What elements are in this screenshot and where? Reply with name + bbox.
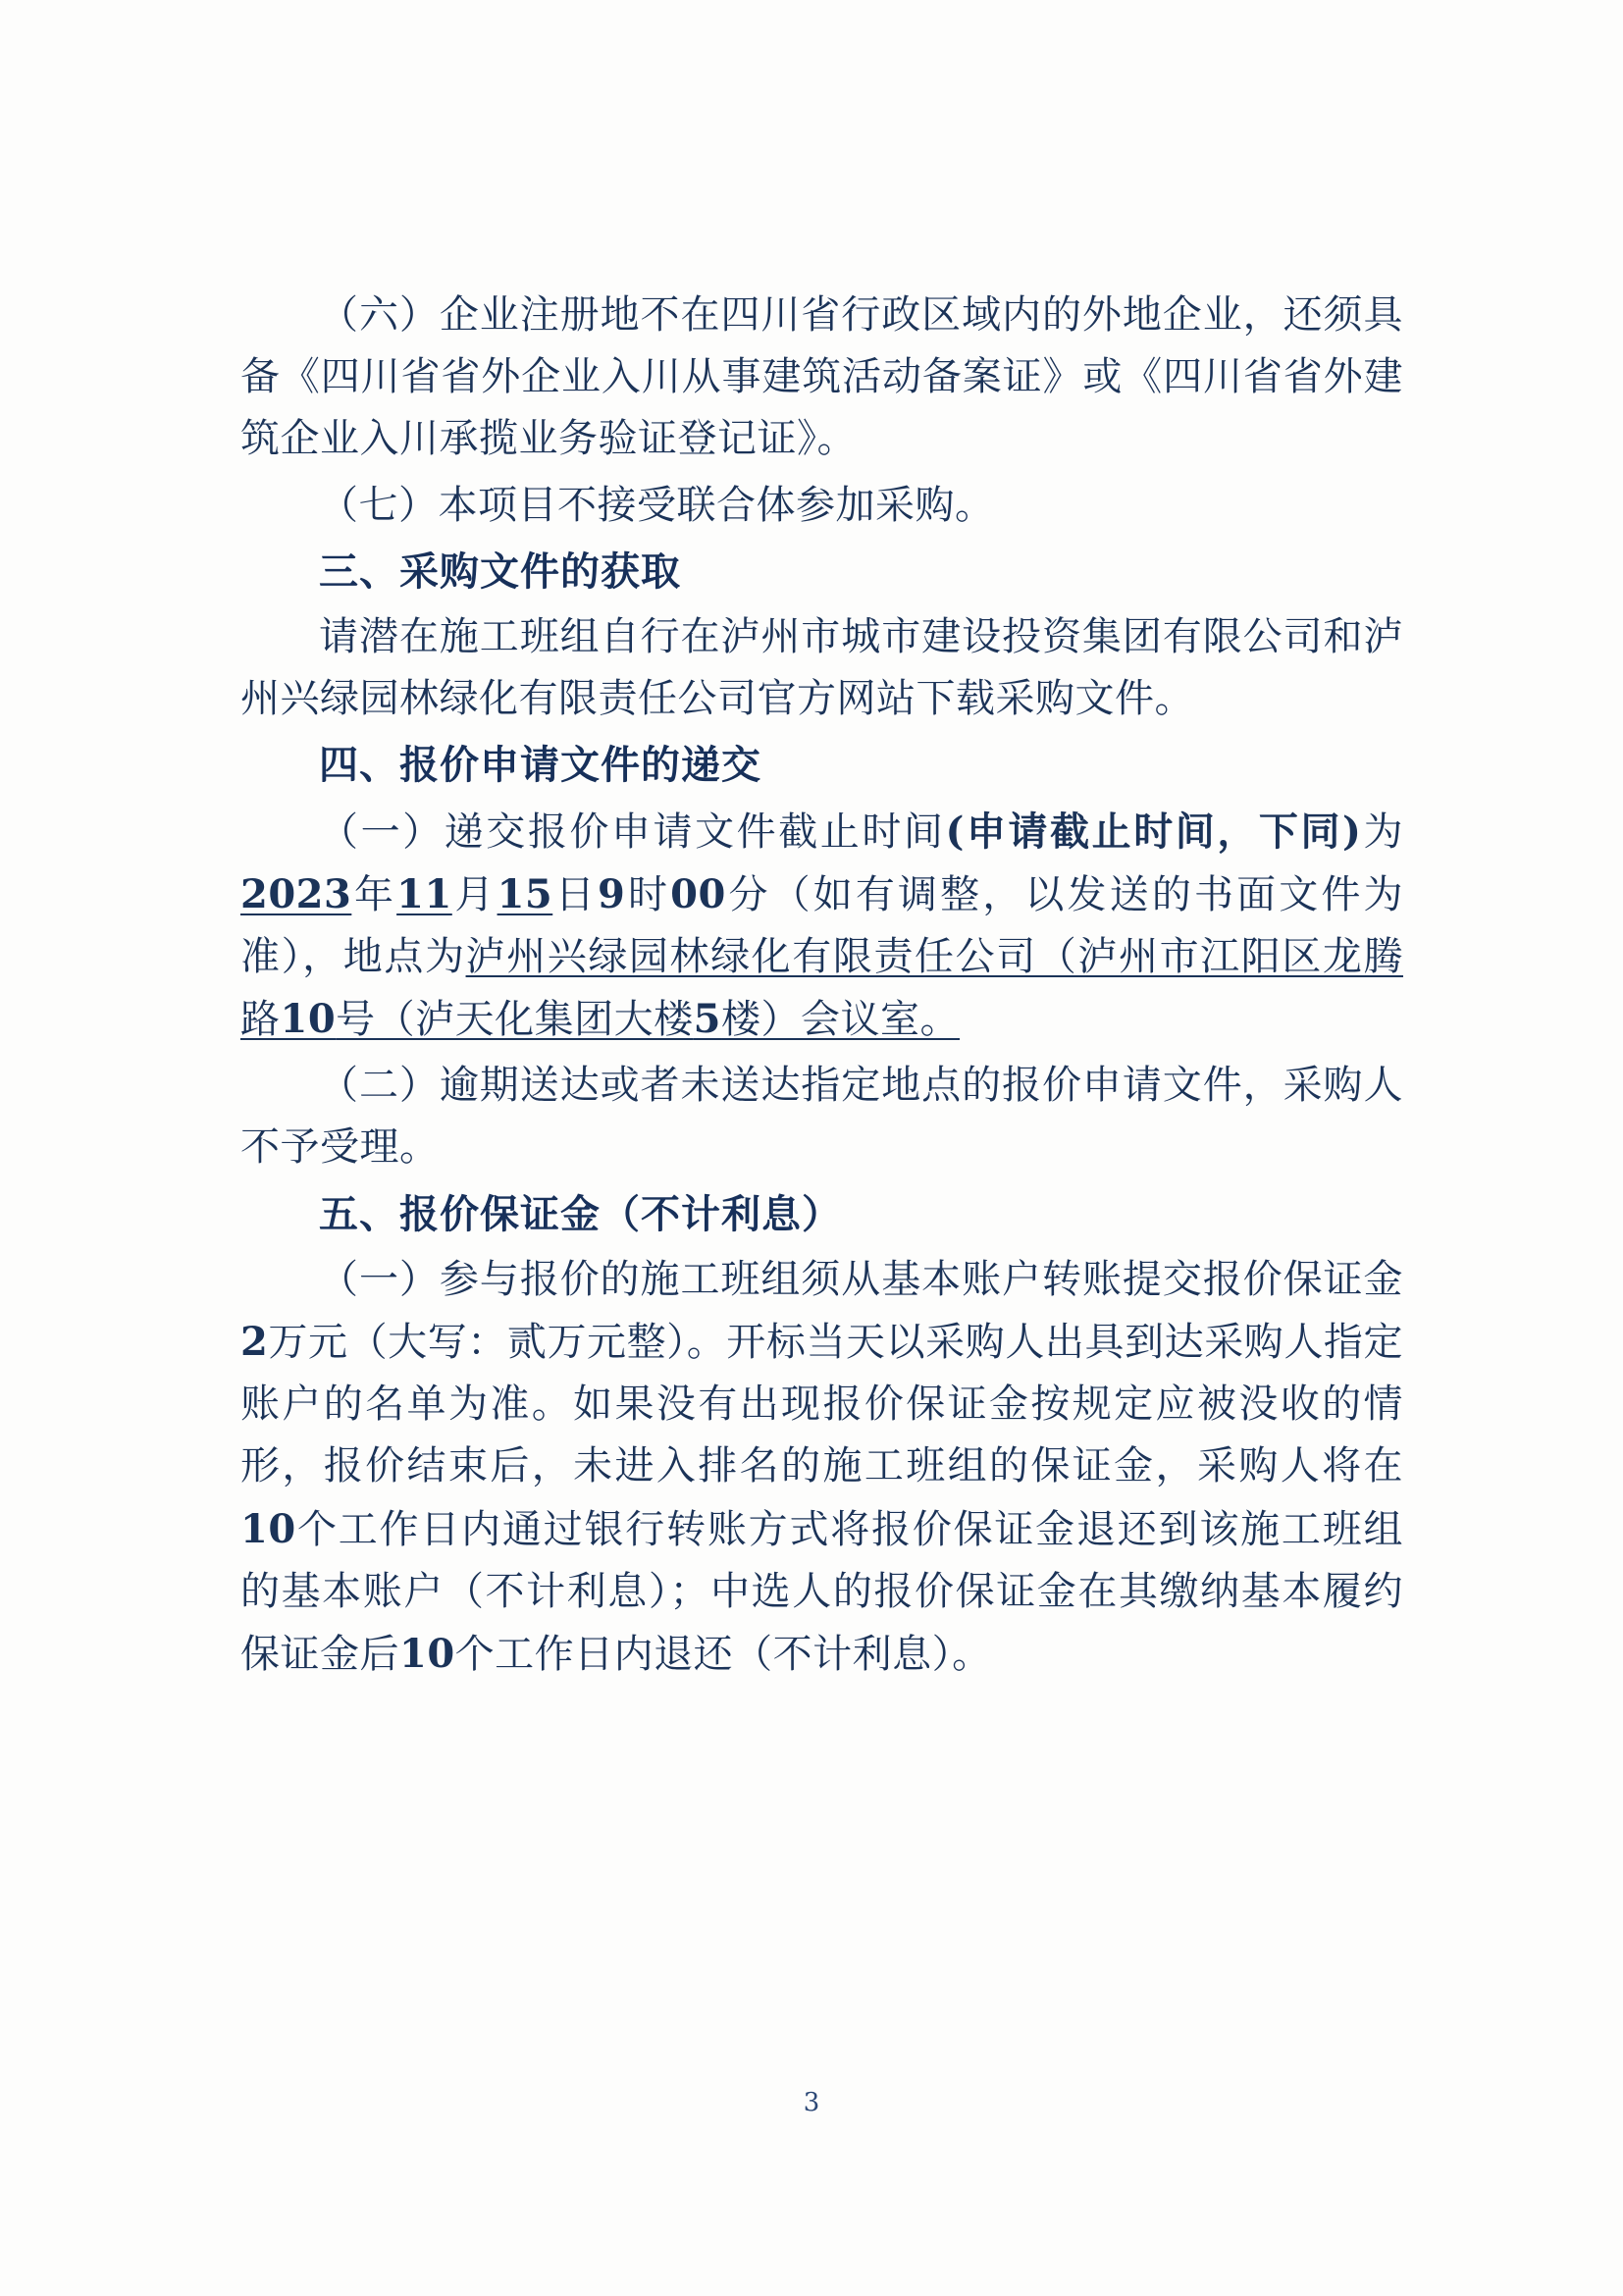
text-run: 年: [351, 871, 397, 917]
document-body: [240, 285, 1403, 1690]
text-run: 个工作日内退还（不计利息）。: [454, 1631, 992, 1677]
text-run: 11: [396, 870, 452, 917]
text-run: 分（如有调整，以发送的书面文件为准），地点为: [240, 871, 1404, 979]
text-run: （一）参与报价的施工班组须从基本账户转账提交报价保证金: [319, 1256, 1403, 1302]
text-run: 10: [399, 1630, 455, 1677]
text-run: 泸州兴绿园林绿化有限责任公司（泸州市江阳区龙腾路: [240, 933, 1404, 1043]
text-run: 00: [670, 870, 726, 917]
heading-section-three: 三、采购文件的获取: [319, 548, 681, 595]
text-run: 2023: [240, 870, 352, 917]
text-run: 10: [240, 1505, 296, 1552]
text-run: （一）递交报价申请文件截止时间: [319, 809, 946, 855]
paragraph-section-five-item-one: [240, 1249, 1403, 1686]
heading-section-five: 五、报价保证金（不计利息）: [319, 1190, 842, 1237]
text-run: 万元（大写：贰万元整）。开标当天以采购人出具到达采购人指定账户的名单为准。如果没有出现报价保证金按规定应被没收的情形，报价结束后，未进入排名的施工班组的保证金，采购人将在: [240, 1320, 1403, 1489]
text-run: 5: [693, 996, 722, 1043]
text-run: 为: [1361, 809, 1404, 855]
heading-section-four: 四、报价申请文件的递交: [319, 742, 761, 789]
text-run: 日: [552, 871, 599, 917]
text-run: 9: [598, 870, 626, 917]
text-run: 2: [240, 1319, 269, 1365]
paragraph-section-four-item-two: （二）逾期送达或者未送达指定地点的报价申请文件，采购人不予受理。: [240, 1063, 1403, 1171]
paragraph-section-three-body: 请潜在施工班组自行在泸州市城市建设投资集团有限公司和泸州兴绿园林绿化有限责任公司官方网站下载采购文件。: [240, 613, 1403, 722]
text-run: 个工作日内通过银行转账方式将报价保证金退还到该施工班组的基本账户（不计利息）；中选人的报价保证金在其缴纳基本履约保证金后: [240, 1506, 1403, 1677]
text-run: 号（泸天化集团大楼: [336, 997, 694, 1043]
paragraph-section-four-item-one: [240, 801, 1403, 1052]
paragraph-item-six: （六）企业注册地不在四川省行政区域内的外地企业，还须具备《四川省省外企业入川从事建筑活动备案证》或《四川省省外建筑企业入川承揽业务验证登记证》。: [240, 292, 1403, 462]
text-run: 15: [497, 870, 553, 917]
page-number: 3: [803, 2088, 820, 2117]
text-run: (申请截止时间，下同): [945, 808, 1362, 855]
paragraph-item-seven: （七）本项目不接受联合体参加采购。: [319, 482, 995, 528]
text-run: 时: [625, 871, 671, 917]
text-run: 10: [280, 996, 337, 1043]
text-run: 楼）会议室。: [721, 997, 961, 1043]
text-run: 月: [451, 871, 497, 917]
